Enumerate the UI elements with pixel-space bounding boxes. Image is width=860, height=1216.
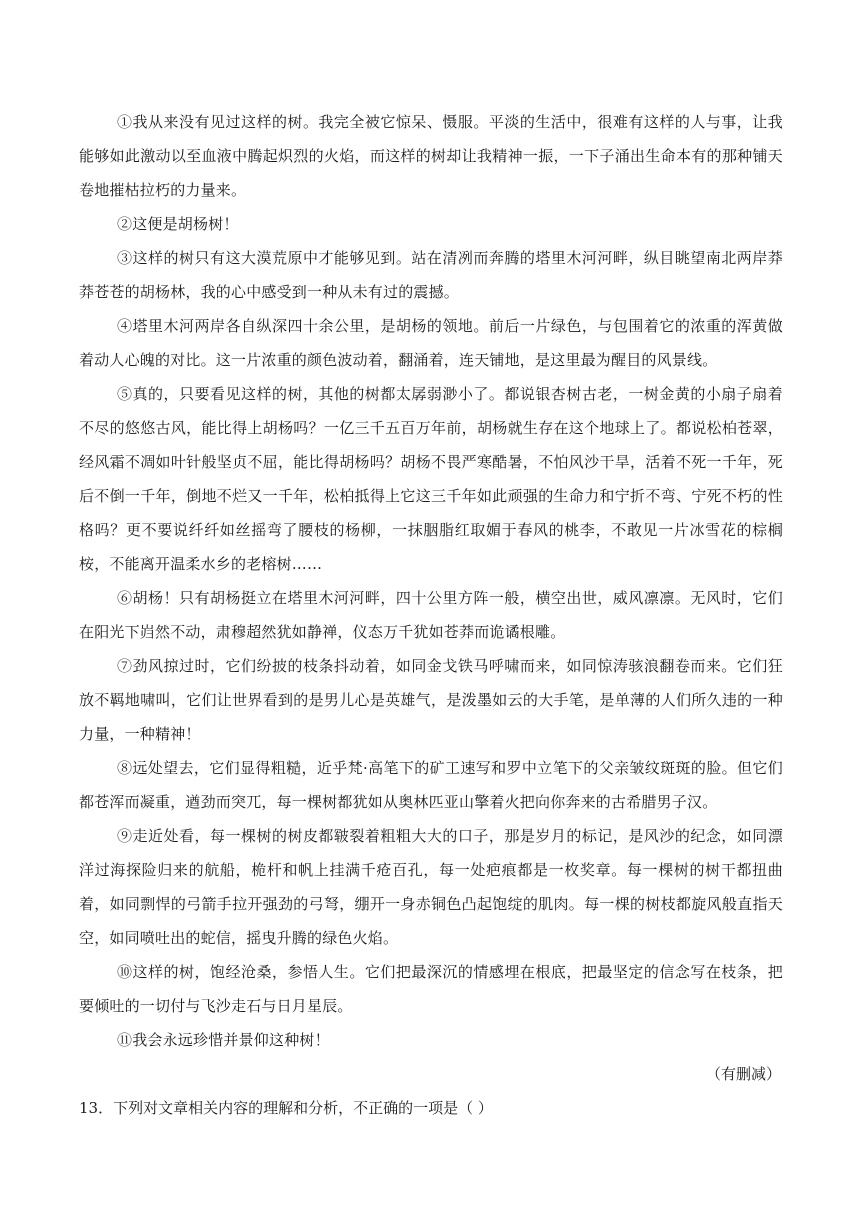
paragraph-2: ②这便是胡杨树！: [117, 215, 239, 233]
paragraph-3: ③这样的树只有这大漠荒原中才能够见到。站在清冽而奔腾的塔里木河河畔，纵目眺望南北两岸莽莽苍苍的胡杨林，我的心中感受到一种从未有过的震撼。: [79, 249, 783, 301]
question-13: 13．下列对文章相关内容的理解和分析，不正确的一项是（ ）: [79, 1099, 493, 1117]
paragraph-11: ⑪我会永远珍惜并景仰这种树！: [117, 1031, 330, 1049]
article-body: [79, 105, 783, 1125]
paragraph-4: ④塔里木河两岸各自纵深四十余公里，是胡杨的领地。前后一片绿色，与包围着它的浓重的浑黄做着动人心魄的对比。这一片浓重的颜色波动着，翻涌着，连天铺地，是这里最为醒目的风景线。: [79, 317, 783, 369]
paragraph-1: ①我从来没有见过这样的树。我完全被它惊呆、慑服。平淡的生活中，很难有这样的人与事，让我能够如此激动以至血液中腾起炽烈的火焰，而这样的树却让我精神一振，一下子涌出生命本有的那种铺天卷地摧枯拉朽的力量来。: [79, 113, 783, 199]
source-note: （有删减）: [705, 1065, 781, 1083]
paragraph-8: ⑧远处望去，它们显得粗糙，近乎梵·高笔下的矿工速写和罗中立笔下的父亲皱纹斑斑的脸。但它们都苍浑而凝重，遒劲而突兀，每一棵树都犹如从奥林匹亚山擎着火把向你奔来的古希腊男子汉。: [79, 759, 783, 811]
paragraph-7: ⑦劲风掠过时，它们纷披的枝条抖动着，如同金戈铁马呼啸而来，如同惊涛骇浪翻卷而来。它们狂放不羁地啸叫，它们让世界看到的是男儿心是英雄气，是泼墨如云的大手笔，是单薄的人们所久违的一种力量，一种精神！: [79, 657, 783, 743]
paragraph-6: ⑥胡杨！只有胡杨挺立在塔里木河河畔，四十公里方阵一般，横空出世，威风凛凛。无风时，它们在阳光下岿然不动，肃穆超然犹如静禅，仪态万千犹如苍莽而诡谲根雕。: [79, 589, 783, 641]
paragraph-9: ⑨走近处看，每一棵树的树皮都皲裂着粗粗大大的口子，那是岁月的标记，是风沙的纪念，如同漂洋过海探险归来的航船，桅杆和帆上挂满千疮百孔，每一处疤痕都是一枚奖章。每一棵树的树干都扭曲着，如同剽悍的弓箭手拉开强劲的弓弩，绷开一身赤铜色凸起饱绽的肌肉。每一棵的树枝都旋风般直指天空，如同喷吐出的蛇信，摇曳升腾的绿色火焰。: [79, 827, 783, 947]
paragraph-10: ⑩这样的树，饱经沧桑，参悟人生。它们把最深沉的情感埋在根底，把最坚定的信念写在枝条，把要倾吐的一切付与飞沙走石与日月星辰。: [79, 963, 783, 1015]
paragraph-5: ⑤真的，只要看见这样的树，其他的树都太孱弱渺小了。都说银杏树古老，一树金黄的小扇子扇着不尽的悠悠古风，能比得上胡杨吗？一亿三千五百万年前，胡杨就生存在这个地球上了。都说松柏苍翠，经风霜不凋如叶针般坚贞不屈，能比得胡杨吗？胡杨不畏严寒酷暑，不怕风沙干旱，活着不死一千年，死后不倒一千年，倒地不烂又一千年，松柏抵得上它这三千年如此顽强的生命力和宁折不弯、宁死不朽的性格吗？更不要说纤纤如丝摇弯了腰枝的杨柳，一抹胭脂红取媚于春风的桃李，不敢见一片冰雪花的棕榈桉，不能离开温柔水乡的老榕树……: [79, 385, 783, 573]
